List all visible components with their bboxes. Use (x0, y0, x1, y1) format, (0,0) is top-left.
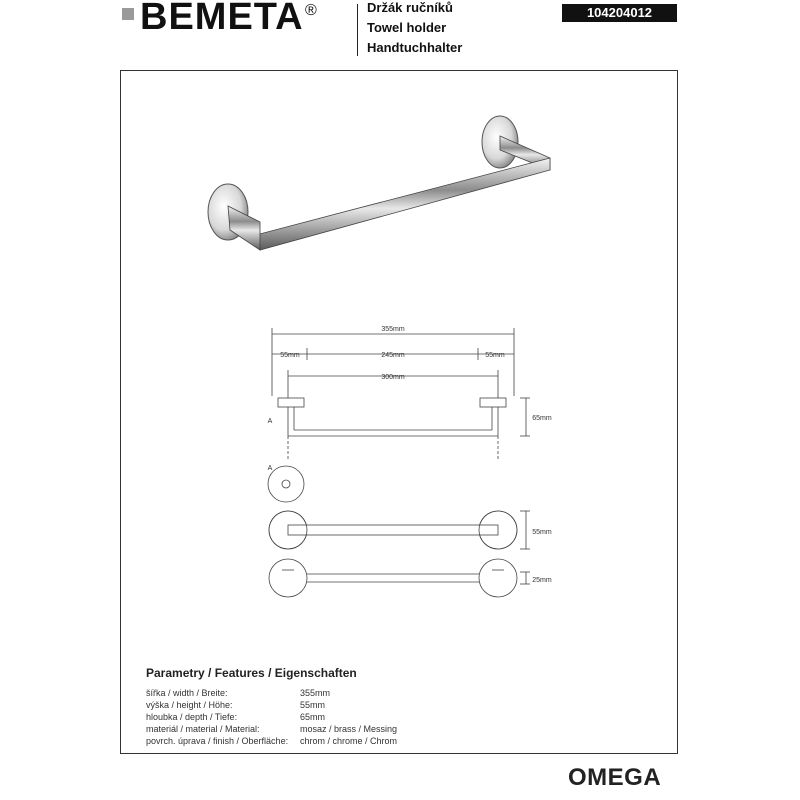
spec-value-finish: chrom / chrome / Chrom (300, 736, 398, 746)
spec-label-finish: povrch. úprava / finish / Oberfläche: (146, 736, 289, 746)
registered-mark: ® (305, 2, 317, 19)
product-photo (190, 100, 560, 270)
spec-label-material: materiál / material / Material: (146, 724, 260, 734)
dim-total: 355mm (381, 326, 405, 333)
dim-round: 55mm (532, 529, 552, 536)
spec-label-width: šířka / width / Breite: (146, 688, 228, 698)
section-marker: A (267, 465, 273, 472)
dim-base: 25mm (532, 577, 552, 584)
technical-drawing (230, 320, 570, 610)
spec-value-width: 355mm (300, 688, 331, 698)
dim-right: 55mm (485, 352, 505, 359)
series-name: OMEGA (568, 764, 662, 791)
product-code: 104204012 (562, 4, 677, 22)
dim-inner: 300mm (381, 374, 405, 381)
dim-left: 55mm (280, 352, 300, 359)
brand-logo: BEMETA (140, 0, 304, 38)
dim-height: 65mm (532, 415, 552, 422)
spec-value-height: 55mm (300, 700, 326, 710)
section-arrow: A (267, 418, 273, 425)
spec-value-material: mosaz / brass / Messing (300, 724, 398, 734)
header-divider (357, 4, 358, 56)
spec-label-depth: hloubka / depth / Tiefe: (146, 712, 238, 722)
towel-bar (252, 158, 550, 250)
product-title-cz: Držák ručníků (367, 0, 453, 15)
brand-logo-square (122, 8, 134, 20)
dim-middle: 245mm (381, 352, 405, 359)
spec-label-height: výška / height / Höhe: (146, 700, 233, 710)
product-title-en: Towel holder (367, 20, 447, 35)
specs-heading: Parametry / Features / Eigenschaften (146, 666, 357, 680)
spec-value-depth: 65mm (300, 712, 326, 722)
product-title-de: Handtuchhalter (367, 40, 463, 55)
